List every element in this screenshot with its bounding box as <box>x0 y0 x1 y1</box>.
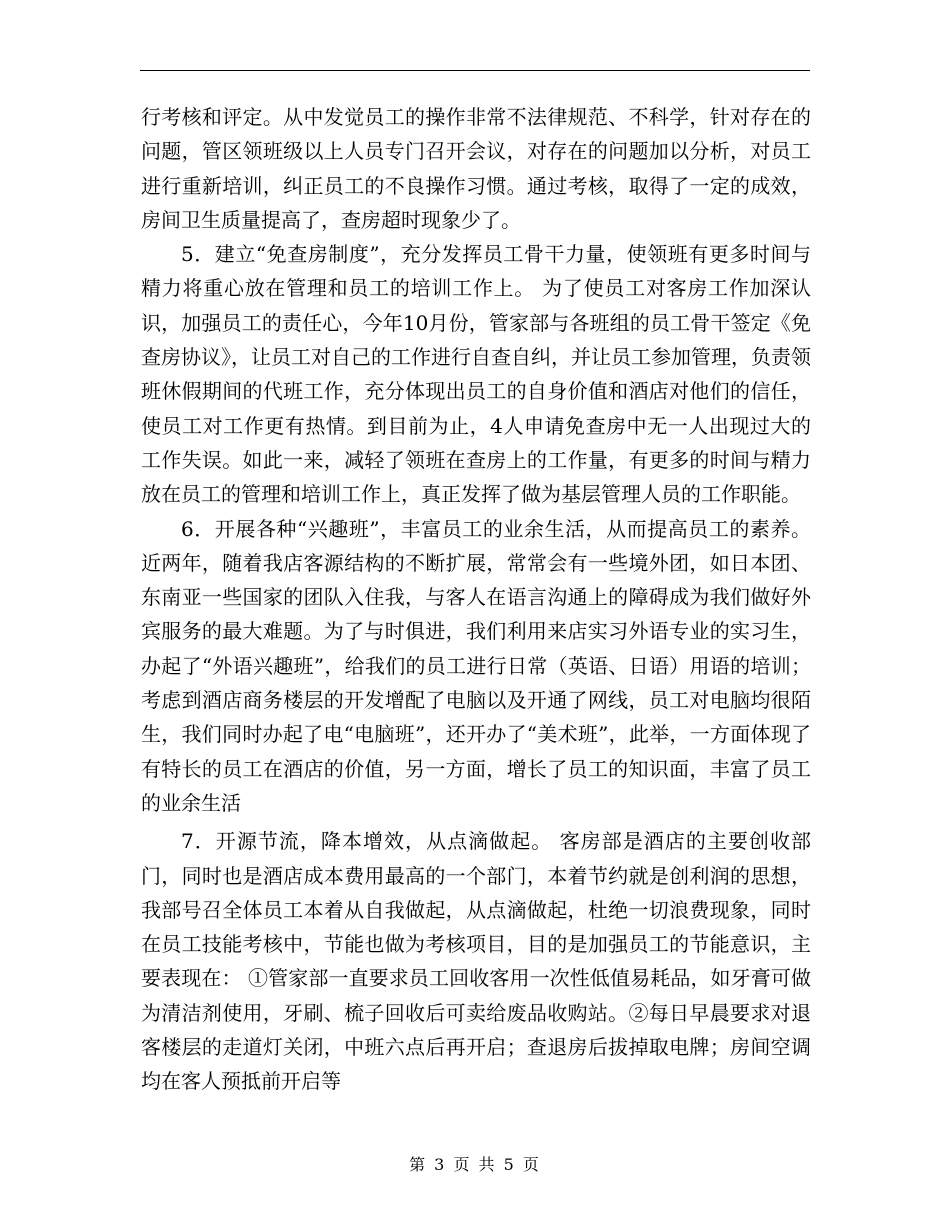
header-rule <box>140 70 810 71</box>
body-text <box>141 100 811 1099</box>
page-number-footer: 第 3 页 共 5 页 <box>409 1155 541 1174</box>
paragraph-item-6: 6．开展各种“兴趣班”，丰富员工的业余生活，从而提高员工的素养。 近两年，随着我店客源结构的不断扩展，常常会有一些境外团，如日本团、东南亚一些国家的团队入住我，与客人在语言沟通上的障碍成为我们做好外宾服务的最大难题。为了与时俱进，我们利用来店实习外语专业的实习生，办起了“外语兴趣班”，给我们的员工进行日常（英语、日语）用语的培训；考虑到酒店商务楼层的开发增配了电脑以及开通了网线，员工对电脑均很陌生，我们同时办起了电“电脑班”，还开办了“美术班”，此举，一方面体现了有特长的员工在酒店的价值，另一方面，增长了员工的知识面，丰富了员工的业余生活 <box>141 516 811 815</box>
paragraph-continuation: 行考核和评定。从中发觉员工的操作非常不法律规范、不科学，针对存在的问题，管区领班级以上人员专门召开会议，对存在的问题加以分析，对员工进行重新培训，纠正员工的不良操作习惯。通过考核，取得了一定的成效，房间卫生质量提高了，查房超时现象少了。 <box>141 105 811 232</box>
paragraph-item-5: 5．建立“免查房制度”，充分发挥员工骨干力量，使领班有更多时间与精力将重心放在管理和员工的培训工作上。 为了使员工对客房工作加深认识，加强员工的责任心，今年10月份，管家部与各班组的员工骨干签定《免查房协议》，让员工对自己的工作进行自查自纠，并让员工参加管理，负责领班休假期间的代班工作，充分体现出员工的自身价值和酒店对他们的信任，使员工对工作更有热情。到目前为止，4人申请免查房中无一人出现过大的工作失误。如此一来，减轻了领班在查房上的工作量，有更多的时间与精力放在员工的管理和培训工作上，真正发挥了做为基层管理人员的工作职能。 <box>141 242 811 507</box>
paragraph-item-7: 7．开源节流，降本增效，从点滴做起。 客房部是酒店的主要创收部门，同时也是酒店成本费用最高的一个部门，本着节约就是创利润的思想，我部号召全体员工本着从自我做起，从点滴做起，杜绝一切浪费现象，同时在员工技能考核中，节能也做为考核项目，目的是加强员工的节能意识，主要表现在： ①管家部一直要求员工回收客用一次性低值易耗品，如牙膏可做为清洁剂使用，牙刷、梳子回收后可卖给废品收购站。②每日早晨要求对退客楼层的走道灯关闭，中班六点后再开启；查退房后拔掉取电牌；房间空调均在客人预抵前开启等 <box>141 829 811 1094</box>
